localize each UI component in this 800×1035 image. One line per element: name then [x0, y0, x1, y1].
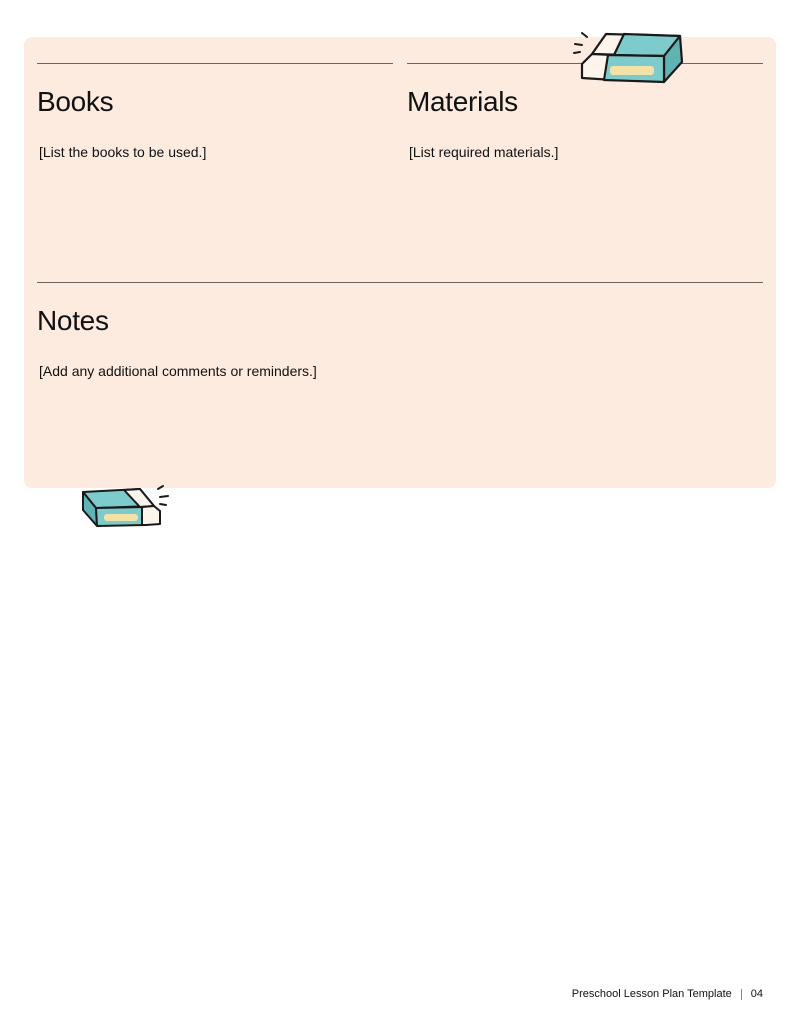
- books-heading: Books: [37, 86, 114, 117]
- books-divider: [37, 63, 393, 64]
- page-footer: [572, 988, 763, 1000]
- footer-document-title: Preschool Lesson Plan Template: [571, 988, 732, 1000]
- books-placeholder-text[interactable]: [List the books to be used.]: [39, 144, 207, 160]
- content-panel: [24, 37, 776, 488]
- footer-separator: [741, 989, 742, 1000]
- materials-placeholder-text[interactable]: [List required materials.]: [409, 144, 559, 160]
- materials-heading: Materials: [407, 86, 518, 117]
- eraser-icon: [570, 28, 688, 86]
- notes-heading: Notes: [37, 305, 109, 336]
- footer-page-number: 04: [750, 988, 763, 1000]
- eraser-icon: [80, 484, 172, 530]
- notes-divider: [37, 282, 763, 283]
- notes-placeholder-text[interactable]: [Add any additional comments or reminders.]: [39, 363, 317, 379]
